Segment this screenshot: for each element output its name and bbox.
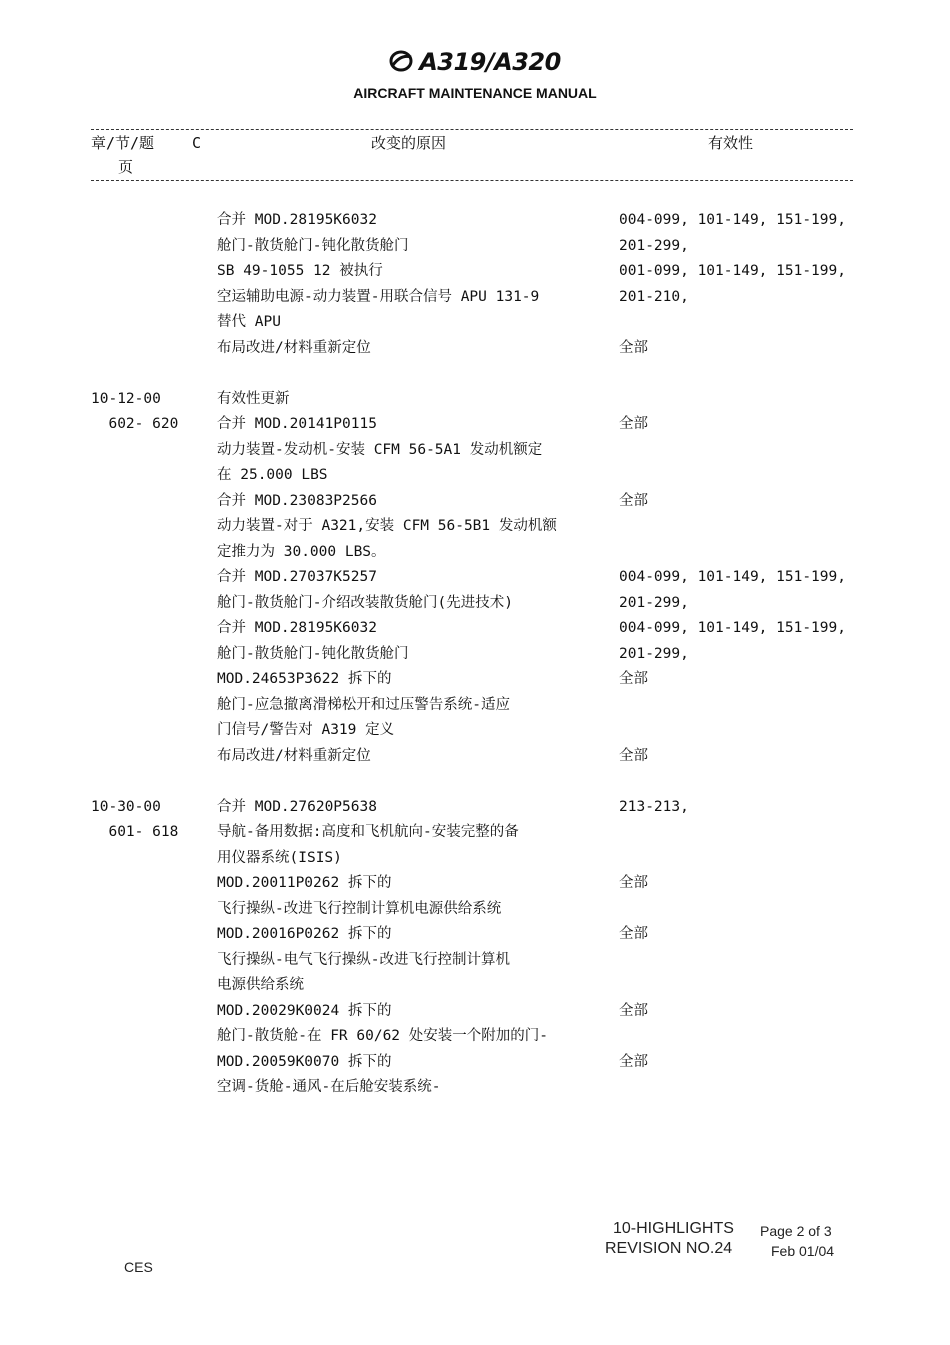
row-effectivity: 全部	[619, 493, 648, 509]
row-effectivity: 全部	[619, 1054, 648, 1070]
row-effectivity: 201-210,	[619, 289, 689, 305]
header-rule-bottom	[91, 180, 853, 181]
header-rule-top	[91, 129, 853, 130]
row-effectivity: 全部	[619, 875, 648, 891]
row-reason: MOD.20011P0262 拆下的	[217, 875, 392, 891]
ces-code: CES	[124, 1259, 153, 1275]
row-reason: 合并 MOD.28195K6032	[217, 212, 377, 228]
row-reason: 合并 MOD.27620P5638	[217, 799, 377, 815]
row-reason: 舱门-散货舱-在 FR 60/62 处安装一个附加的门-	[217, 1028, 548, 1044]
row-reason: 空运辅助电源-动力装置-用联合信号 APU 131-9	[217, 289, 540, 305]
revision-number: REVISION NO.24	[605, 1240, 733, 1257]
row-reason: 舱门-散货舱门-钝化散货舱门	[217, 238, 409, 254]
row-reason: 空调-货舱-通风-在后舱安装系统-	[217, 1079, 441, 1095]
row-reason: 舱门-应急撤离滑梯松开和过压警告系统-适应	[217, 697, 510, 713]
row-effectivity: 全部	[619, 748, 648, 764]
row-effectivity: 全部	[619, 340, 648, 356]
row-reason: 导航-备用数据:高度和飞机航向-安装完整的备	[217, 824, 519, 840]
row-reason: 动力装置-发动机-安装 CFM 56-5A1 发动机额定	[217, 442, 543, 458]
row-chapter: 601- 618	[91, 824, 179, 840]
row-effectivity: 201-299,	[619, 595, 689, 611]
col-c-header: C	[192, 134, 202, 152]
col-page-header: 页	[118, 158, 134, 176]
row-reason: 舱门-散货舱门-钝化散货舱门	[217, 646, 409, 662]
row-effectivity: 全部	[619, 926, 648, 942]
row-effectivity: 004-099, 101-149, 151-199,	[619, 569, 846, 585]
doc-id: 10-HIGHLIGHTS	[613, 1220, 734, 1237]
row-reason: MOD.20029K0024 拆下的	[217, 1003, 392, 1019]
row-reason: 电源供给系统	[217, 977, 304, 993]
row-reason: 合并 MOD.27037K5257	[217, 569, 377, 585]
row-chapter: 602- 620	[91, 416, 179, 432]
row-reason: 布局改进/材料重新定位	[217, 748, 371, 764]
col-reason-header: 改变的原因	[371, 134, 447, 152]
row-reason: 合并 MOD.20141P0115	[217, 416, 377, 432]
row-reason: 布局改进/材料重新定位	[217, 340, 371, 356]
row-reason: 合并 MOD.28195K6032	[217, 620, 377, 636]
airbus-logo	[0, 48, 950, 76]
row-reason: 门信号/警告对 A319 定义	[217, 722, 395, 738]
row-chapter: 10-12-00	[91, 391, 161, 407]
row-reason: 有效性更新	[217, 391, 290, 407]
row-reason: MOD.24653P3622 拆下的	[217, 671, 392, 687]
row-reason: MOD.20059K0070 拆下的	[217, 1054, 392, 1070]
col-effectivity-header: 有效性	[708, 134, 754, 152]
row-reason: 定推力为 30.000 LBS。	[217, 544, 386, 560]
row-effectivity: 全部	[619, 416, 648, 432]
row-chapter: 10-30-00	[91, 799, 161, 815]
row-reason: 舱门-散货舱门-介绍改装散货舱门(先进技术)	[217, 595, 513, 611]
row-effectivity: 201-299,	[619, 238, 689, 254]
aircraft-model: A319/A320	[419, 48, 561, 76]
row-effectivity: 213-213,	[619, 799, 689, 815]
row-reason: 替代 APU	[217, 314, 281, 330]
row-effectivity: 004-099, 101-149, 151-199,	[619, 212, 846, 228]
row-effectivity: 201-299,	[619, 646, 689, 662]
col-chapter-header: 章/节/题	[91, 134, 155, 152]
row-reason: 用仪器系统(ISIS)	[217, 850, 342, 866]
row-effectivity: 全部	[619, 1003, 648, 1019]
row-effectivity: 全部	[619, 671, 648, 687]
row-reason: 飞行操纵-改进飞行控制计算机电源供给系统	[217, 901, 502, 917]
manual-title: AIRCRAFT MAINTENANCE MANUAL	[353, 85, 597, 101]
row-reason: 动力装置-对于 A321,安装 CFM 56-5B1 发动机额	[217, 518, 557, 534]
row-effectivity: 001-099, 101-149, 151-199,	[619, 263, 846, 279]
airbus-swirl-icon	[389, 50, 415, 72]
row-reason: SB 49-1055 12 被执行	[217, 263, 383, 279]
revision-date: Feb 01/04	[771, 1243, 835, 1259]
row-reason: 合并 MOD.23083P2566	[217, 493, 377, 509]
row-reason: MOD.20016P0262 拆下的	[217, 926, 392, 942]
page-number: Page 2 of 3	[760, 1223, 832, 1239]
row-effectivity: 004-099, 101-149, 151-199,	[619, 620, 846, 636]
row-reason: 飞行操纵-电气飞行操纵-改进飞行控制计算机	[217, 952, 510, 968]
row-reason: 在 25.000 LBS	[217, 467, 328, 483]
